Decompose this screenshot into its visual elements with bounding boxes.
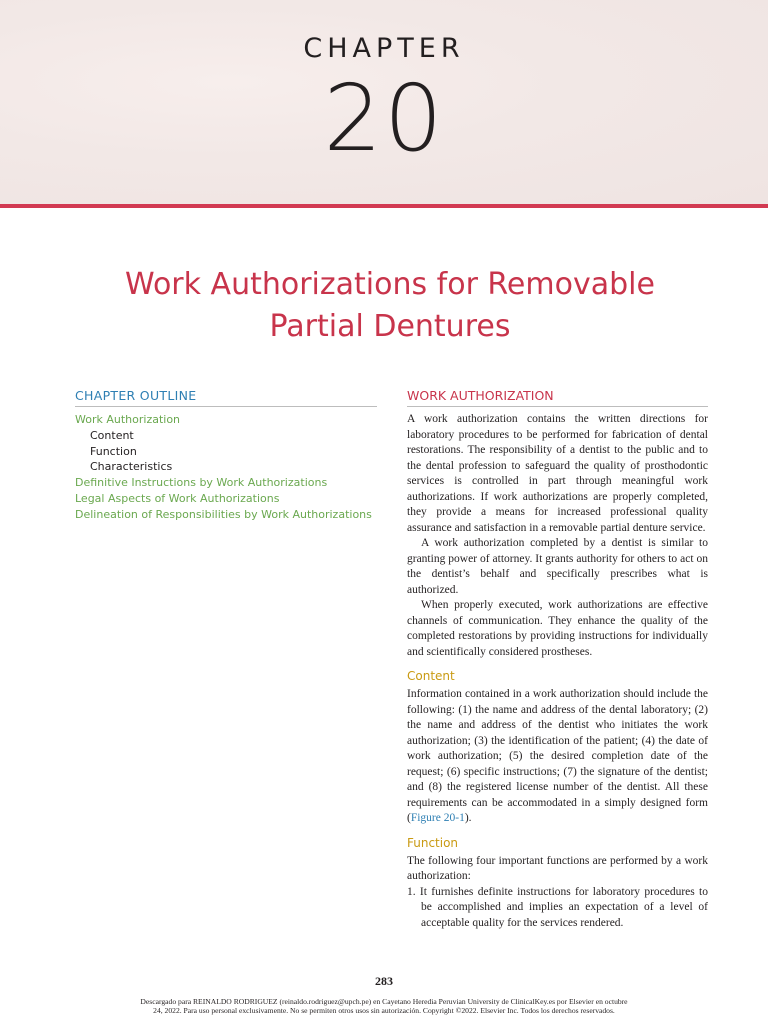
outline-item-content: Content bbox=[90, 428, 134, 442]
outline-link-definitive-instructions[interactable]: Definitive Instructions by Work Authorizations bbox=[75, 476, 328, 490]
chapter-title-line1: Work Authorizations for Removable bbox=[125, 267, 655, 302]
outline-heading: CHAPTER OUTLINE bbox=[75, 388, 377, 407]
footer-line-1: Descargado para REINALDO RODRIGUEZ (reinaldo.rodriguez@upch.pe) en Cayetano Heredia Peruvian University de ClinicalKey.es por Elsevier en octubre bbox=[140, 997, 628, 1006]
body-paragraph-1: A work authorization contains the written directions for laboratory procedures to be performed for fabrication of dental restorations. The responsibility of a dentist to the public and to the dental profession to safeguard the quality of prosthodontic services is controlled in part through meaningful work authorizations. If work authorizations are properly completed, they provide a means for increased professional quality assurance and satisfaction in a removable partial denture service. bbox=[407, 413, 708, 534]
content-text: Information contained in a work authorization should include the following: (1) the name and address of the dental laboratory; (2) the name and address of the dentist who initiates the work authorization; (3) the identification of the patient; (4) the date of work authorization; (5) the desired completion date of the request; (6) specific instructions; (7) the signature of the dentist; and (8) the registered license number of the dentist. All these requirements can be accommodated in a simply designed form ( bbox=[407, 688, 708, 824]
content-text-end: ). bbox=[464, 812, 472, 824]
figure-link[interactable]: Figure 20-1 bbox=[410, 812, 465, 824]
section-heading-work-authorization: WORK AUTHORIZATION bbox=[407, 388, 708, 407]
function-list-item-1: 1. It furnishes definite instructions for laboratory procedures to be accomplished and implies an expectation of a level of acceptable quality for the services rendered. bbox=[407, 885, 708, 929]
body-paragraph-2: A work authorization completed by a dentist is similar to granting power of attorney. It grants authority for others to act on the dentist’s behalf and specifically prescribes what is authorized. bbox=[407, 537, 708, 596]
body-paragraph-3: When properly executed, work authorizations are effective channels of communication. They enhance the quality of the completed restorations by providing instructions for individually and scientifically considered prostheses. bbox=[407, 599, 708, 658]
outline-item-function: Function bbox=[90, 444, 137, 458]
chapter-title-line2: Partial Dentures bbox=[269, 309, 511, 344]
outline-link-legal-aspects[interactable]: Legal Aspects of Work Authorizations bbox=[75, 491, 280, 505]
footer-line-2: 24, 2022. Para uso personal exclusivamente. No se permiten otros usos sin autorización. Copyright ©2022. Elsevier Inc. Todos los derechos reservados. bbox=[153, 1006, 615, 1016]
outline-item-characteristics: Characteristics bbox=[90, 460, 173, 474]
content-paragraph bbox=[407, 687, 708, 827]
subheading-function: Function bbox=[407, 835, 459, 850]
outline-list bbox=[75, 412, 377, 523]
function-intro: The following four important functions are performed by a work authorization: bbox=[407, 854, 708, 882]
subheading-content: Content bbox=[407, 669, 455, 683]
chapter-title bbox=[60, 264, 720, 348]
download-footer bbox=[60, 997, 708, 1016]
chapter-outline bbox=[75, 388, 377, 523]
outline-link-work-authorization[interactable]: Work Authorization bbox=[75, 413, 181, 426]
page-number: 283 bbox=[375, 974, 393, 988]
chapter-number: 20 bbox=[323, 65, 445, 172]
outline-link-delineation[interactable]: Delineation of Responsibilities by Work Authorizations bbox=[75, 507, 372, 521]
header-divider bbox=[0, 204, 768, 208]
chapter-label: CHAPTER bbox=[303, 33, 465, 64]
body-column bbox=[407, 388, 708, 931]
